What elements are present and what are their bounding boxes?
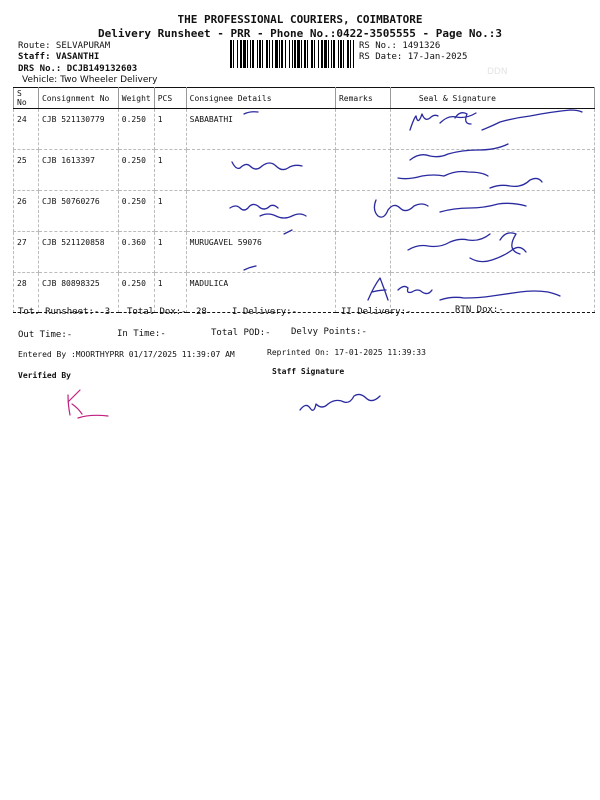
barcode-bar bbox=[272, 40, 273, 68]
barcode-bar bbox=[257, 40, 258, 68]
cell-remarks bbox=[335, 109, 390, 150]
barcode-bar bbox=[266, 40, 268, 68]
cell-weight: 0.250 bbox=[118, 273, 154, 313]
barcode-bar bbox=[321, 40, 323, 68]
out-time: Out Time:- bbox=[18, 330, 73, 340]
total-dox-label: Total Dox:- bbox=[127, 307, 187, 317]
barcode-bar bbox=[314, 40, 315, 68]
barcode-bar bbox=[250, 40, 251, 68]
barcode-bar bbox=[353, 40, 354, 68]
cell-consignment: CJB 50760276 bbox=[38, 191, 118, 232]
table-row bbox=[14, 191, 595, 232]
vehicle-label: Vehicle: Two Wheeler Delivery bbox=[22, 75, 158, 85]
barcode-bar bbox=[243, 40, 246, 68]
rs-date: RS Date: 17-Jan-2025 bbox=[359, 52, 468, 62]
barcode-bar bbox=[252, 40, 254, 68]
company-name: THE PROFESSIONAL COURIERS, COIMBATORE bbox=[177, 13, 423, 26]
barcode-bar bbox=[307, 40, 308, 68]
barcode-bar bbox=[285, 40, 286, 68]
staff-label: Staff: VASANTHI bbox=[18, 52, 100, 62]
barcode-bar bbox=[259, 40, 261, 68]
cell-seal bbox=[390, 232, 594, 273]
table-row bbox=[14, 232, 595, 273]
cell-weight: 0.360 bbox=[118, 232, 154, 273]
barcode-image bbox=[230, 40, 354, 68]
rtn-dox: RTN Dox:- bbox=[455, 305, 504, 315]
cell-weight: 0.250 bbox=[118, 191, 154, 232]
cell-pcs: 1 bbox=[154, 109, 186, 150]
barcode-bar bbox=[331, 40, 332, 68]
col-remarks-header: Remarks bbox=[335, 88, 390, 109]
barcode-bar bbox=[275, 40, 278, 68]
barcode-bar bbox=[318, 40, 319, 68]
barcode-bar bbox=[340, 40, 342, 68]
barcode-bar bbox=[233, 40, 234, 68]
total-pod: Total POD:- bbox=[211, 328, 271, 338]
cell-consignment: CJB 1613397 bbox=[38, 150, 118, 191]
table-row bbox=[14, 109, 595, 150]
col-consignee-header: Consignee Details bbox=[186, 88, 335, 109]
barcode-bar bbox=[294, 40, 296, 68]
cell-consignment: CJB 521120858 bbox=[38, 232, 118, 273]
barcode-bar bbox=[297, 40, 300, 68]
cell-seal bbox=[390, 150, 594, 191]
barcode-bar bbox=[324, 40, 327, 68]
barcode-bar bbox=[262, 40, 263, 68]
col-consignment-header: Consignment No bbox=[38, 88, 118, 109]
barcode-bar bbox=[347, 40, 349, 68]
cell-consignment: CJB 80898325 bbox=[38, 273, 118, 313]
table-row bbox=[14, 150, 595, 191]
consignment-table bbox=[13, 87, 595, 313]
cell-remarks bbox=[335, 191, 390, 232]
rs-number: RS No.: 1491326 bbox=[359, 41, 441, 51]
cell-consignee bbox=[186, 150, 335, 191]
barcode-bar bbox=[269, 40, 270, 68]
cell-seal bbox=[390, 109, 594, 150]
cell-sno: 28 bbox=[14, 273, 39, 313]
barcode-bar bbox=[333, 40, 335, 68]
cell-sno: 25 bbox=[14, 150, 39, 191]
cell-weight: 0.250 bbox=[118, 109, 154, 150]
barcode-bar bbox=[328, 40, 329, 68]
delvy-points: Delvy Points:- bbox=[291, 327, 367, 337]
col-weight-header: Weight bbox=[118, 88, 154, 109]
drs-number: DRS No.: DCJB149132603 bbox=[18, 64, 138, 74]
col-pcs-header: PCS bbox=[154, 88, 186, 109]
cell-remarks bbox=[335, 150, 390, 191]
reprinted-on: Reprinted On: 17-01-2025 11:39:33 bbox=[267, 348, 426, 357]
barcode-bar bbox=[292, 40, 293, 68]
cell-pcs: 1 bbox=[154, 232, 186, 273]
cell-sno: 24 bbox=[14, 109, 39, 150]
barcode-bar bbox=[338, 40, 339, 68]
cell-weight: 0.250 bbox=[118, 150, 154, 191]
barcode-bar bbox=[289, 40, 290, 68]
cell-pcs: 1 bbox=[154, 273, 186, 313]
cell-consignment: CJB 521130779 bbox=[38, 109, 118, 150]
barcode-bar bbox=[350, 40, 351, 68]
barcode-bar bbox=[304, 40, 306, 68]
i-delivery: I Delivery:- bbox=[232, 307, 298, 317]
cell-consignee: MADULICA bbox=[186, 273, 335, 313]
barcode-bar bbox=[230, 40, 232, 68]
verified-by-label: Verified By bbox=[18, 371, 71, 380]
col-seal-header: Seal & Signature bbox=[390, 88, 594, 109]
entered-by: Entered By :MOORTHYPRR 01/17/2025 11:39:07 AM bbox=[18, 350, 235, 359]
runsheet-title: Delivery Runsheet - PRR - Phone No.:0422-3505555 - Page No.:3 bbox=[98, 27, 502, 40]
tot-runsheet: Tot. Runsheet:- 3 bbox=[18, 307, 111, 317]
cell-pcs: 1 bbox=[154, 150, 186, 191]
route-label: Route: SELVAPURAM bbox=[18, 41, 111, 51]
cell-sno: 27 bbox=[14, 232, 39, 273]
faint-stamp: DDN bbox=[487, 67, 508, 77]
barcode-bar bbox=[247, 40, 248, 68]
cell-sno: 26 bbox=[14, 191, 39, 232]
barcode-bar bbox=[301, 40, 302, 68]
barcode-bar bbox=[240, 40, 242, 68]
cell-remarks bbox=[335, 232, 390, 273]
barcode-bar bbox=[279, 40, 280, 68]
staff-signature-label: Staff Signature bbox=[272, 367, 345, 376]
barcode-bar bbox=[311, 40, 313, 68]
cell-consignee: SABABATHI bbox=[186, 109, 335, 150]
ii-delivery: II Delivery:- bbox=[341, 307, 412, 317]
barcode-bar bbox=[343, 40, 344, 68]
barcode-bar bbox=[281, 40, 283, 68]
cell-consignee: MURUGAVEL 59076 bbox=[186, 232, 335, 273]
col-sno-header: S No bbox=[14, 88, 39, 109]
cell-pcs: 1 bbox=[154, 191, 186, 232]
cell-consignee bbox=[186, 191, 335, 232]
table-header-row bbox=[14, 88, 595, 109]
total-dox-value: 28 bbox=[196, 307, 207, 317]
in-time: In Time:- bbox=[117, 329, 166, 339]
cell-seal bbox=[390, 191, 594, 232]
barcode-bar bbox=[237, 40, 238, 68]
